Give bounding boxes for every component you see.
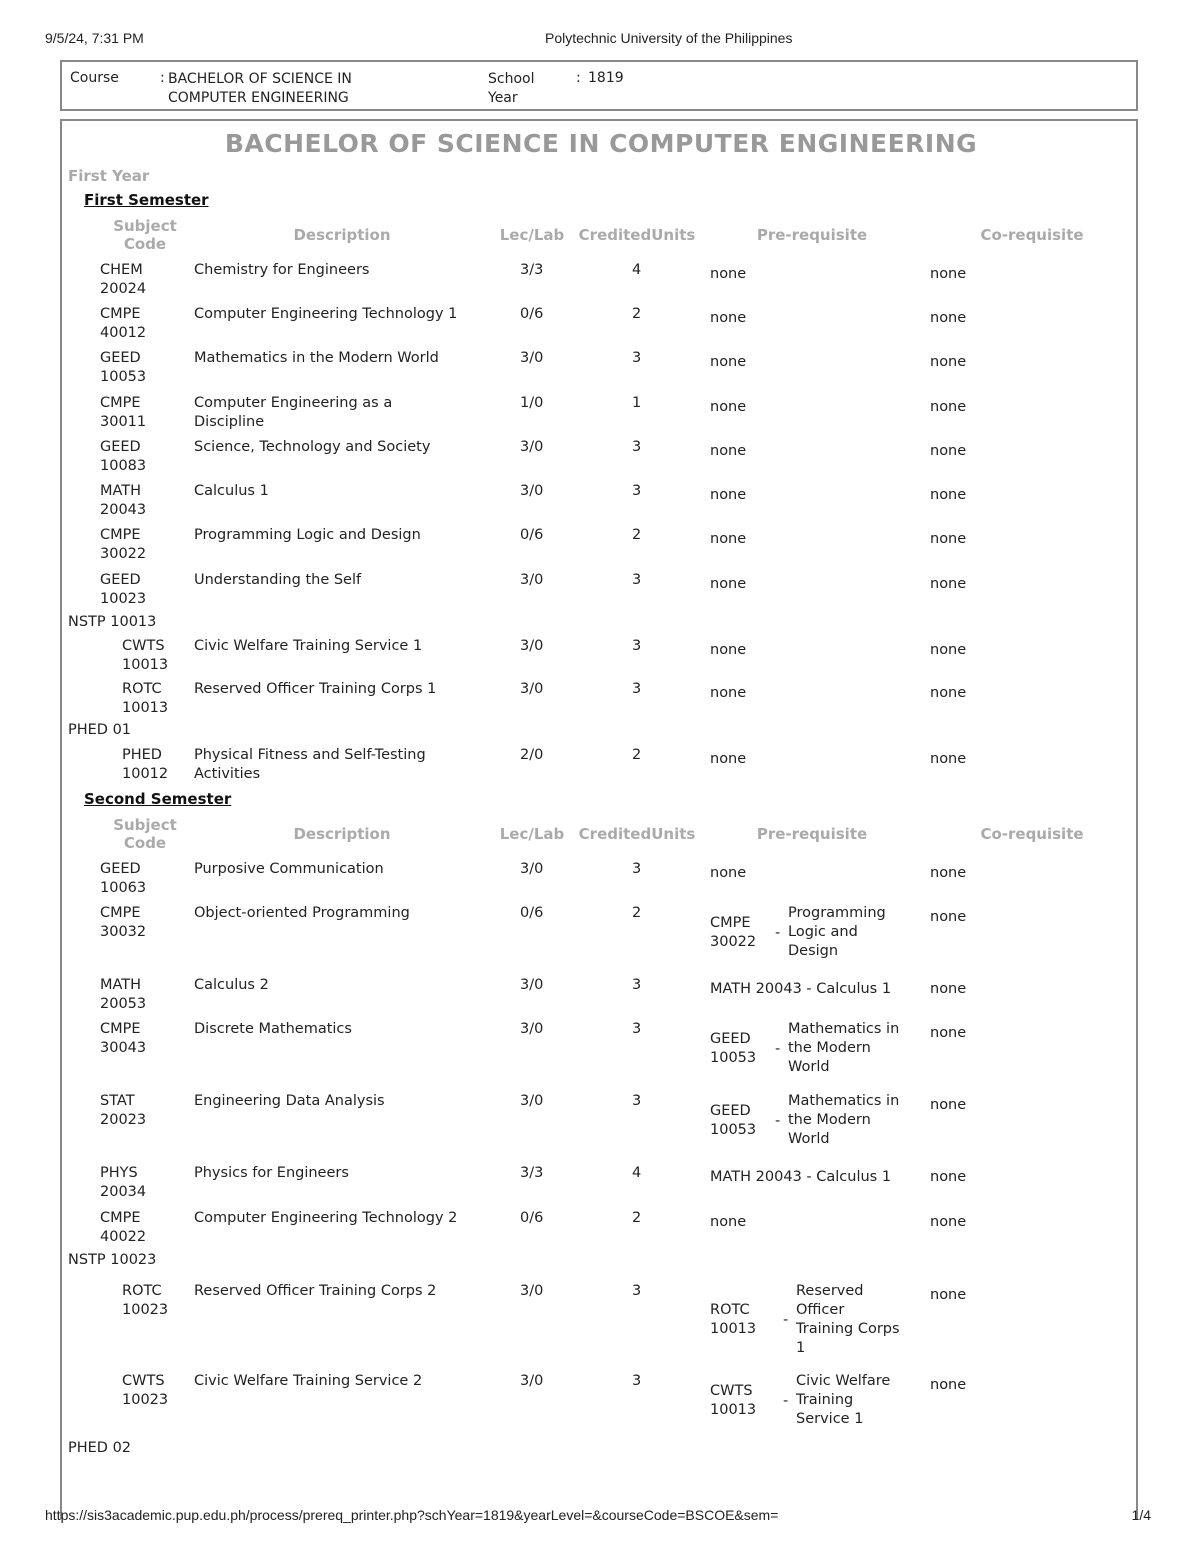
prerequisite: none [710,531,747,547]
subject-code-number: 30043 [100,1040,147,1056]
prerequisite-name-line3: World [788,1059,830,1075]
lec-lab-hours: 3/0 [520,483,544,499]
prerequisite-name-line1: Mathematics in [788,1021,900,1037]
corequisite: none [930,1025,967,1041]
lec-lab-hours: 1/0 [520,395,544,411]
prerequisite: none [710,576,747,592]
subject-code-number: 30011 [100,414,147,430]
subject-code-number: 10023 [122,1302,169,1318]
subject-description: Reserved Officer Training Corps 1 [194,681,437,697]
course-value-line2: COMPUTER ENGINEERING [168,90,349,106]
subject-code: CWTS [122,638,165,654]
subject-code: PHED [122,747,162,763]
prerequisite-code-number: 10053 [710,1121,757,1138]
corequisite: none [930,399,967,415]
subject-code-number: 10023 [122,1392,169,1408]
lec-lab-hours: 3/3 [520,1165,544,1181]
credited-units: 2 [632,1210,642,1226]
prerequisite-code-number: 10013 [710,1401,757,1418]
prerequisite-name-line3: World [788,1131,830,1147]
header-subject-code-line1: Subject [113,816,177,834]
subject-description: Understanding the Self [194,572,362,588]
header-description: Description [293,825,391,843]
subject-description: Programming Logic and Design [194,527,421,543]
prerequisite: none [710,399,747,415]
corequisite: none [930,751,967,767]
phed-group-label: PHED 02 [68,1440,132,1456]
lec-lab-hours: 2/0 [520,747,544,763]
lec-lab-hours: 0/6 [520,527,544,543]
subject-code: CMPE [100,395,141,411]
prerequisite-name-line4: 1 [796,1340,806,1356]
lec-lab-hours: 3/0 [520,1373,544,1389]
corequisite: none [930,1287,967,1303]
prerequisite-name-line2: Logic and [788,924,858,940]
school-year-label-line2: Year [488,90,518,106]
second-semester-title: Second Semester [84,790,232,808]
header-subject-code-line1: Subject [113,217,177,235]
nstp-group-label: NSTP 10023 [68,1252,157,1268]
lec-lab-hours: 3/0 [520,1283,544,1299]
prerequisite-code: GEED [710,1030,751,1047]
subject-description-cont: Activities [194,766,261,782]
prerequisite: MATH 20043 - Calculus 1 [710,1169,892,1185]
lec-lab-hours: 3/0 [520,861,544,877]
subject-description: Calculus 1 [194,483,269,499]
subject-code: GEED [100,572,141,588]
subject-description: Mathematics in the Modern World [194,350,439,366]
corequisite: none [930,642,967,658]
subject-description: Computer Engineering Technology 2 [194,1210,458,1226]
prerequisite-dash: - [783,1392,789,1409]
lec-lab-hours: 3/0 [520,1021,544,1037]
corequisite: none [930,909,967,925]
prerequisite-name-line2: the Modern [788,1040,871,1056]
corequisite: none [930,354,967,370]
subject-code: ROTC [122,1283,162,1299]
prerequisite-name-line1: Civic Welfare [796,1373,891,1389]
prerequisite: none [710,487,747,503]
prerequisite-name-line2: the Modern [788,1112,871,1128]
subject-code: CHEM [100,262,143,278]
prerequisite-code: GEED [710,1102,751,1119]
print-header [45,30,1155,48]
subject-code-number: 10012 [122,766,169,782]
page-number: 1/4 [1131,1507,1151,1523]
lec-lab-hours: 3/0 [520,977,544,993]
program-title: BACHELOR OF SCIENCE IN COMPUTER ENGINEERING [224,129,978,158]
credited-units: 3 [632,572,642,588]
credited-units: 3 [632,1021,642,1037]
credited-units: 3 [632,439,642,455]
year-level-label: First Year [68,167,150,185]
subject-code-number: 10083 [100,458,147,474]
lec-lab-hours: 0/6 [520,306,544,322]
course-value-line1: BACHELOR OF SCIENCE IN [168,71,352,87]
header-subject-code-line2: Code [123,235,167,253]
curriculum-box [60,119,1138,1519]
credited-units: 3 [632,1373,642,1389]
course-info-box [60,60,1138,111]
corequisite: none [930,266,967,282]
lec-lab-hours: 3/0 [520,638,544,654]
prerequisite: none [710,642,747,658]
print-site-title: Polytechnic University of the Philippines [545,30,793,46]
header-corequisite: Co-requisite [980,825,1084,843]
corequisite: none [930,1169,967,1185]
prerequisite-code: CWTS [710,1382,753,1399]
subject-code: GEED [100,439,141,455]
subject-code-number: 10013 [122,657,169,673]
subject-code: PHYS [100,1165,138,1181]
subject-description: Physical Fitness and Self-Testing [194,747,426,763]
prerequisite: none [710,751,747,767]
prerequisite: none [710,443,747,459]
credited-units: 3 [632,483,642,499]
subject-code: CMPE [100,1021,141,1037]
subject-description: Science, Technology and Society [194,439,431,455]
lec-lab-hours: 3/3 [520,262,544,278]
prerequisite-name-line3: Training Corps [796,1321,900,1337]
prerequisite-dash: - [775,1040,781,1057]
subject-code: CMPE [100,905,141,921]
prerequisite: none [710,685,747,701]
print-url: https://sis3academic.pup.edu.ph/process/prereq_printer.php?schYear=1819&yearLevel=&courseCode=BSCOE&sem= [45,1507,779,1523]
course-colon: : [160,70,165,86]
subject-code-number: 10063 [100,880,147,896]
subject-code-number: 10023 [100,591,147,607]
phed-group-label: PHED 01 [68,722,132,738]
corequisite: none [930,865,967,881]
subject-description: Engineering Data Analysis [194,1093,385,1109]
lec-lab-hours: 3/0 [520,439,544,455]
prerequisite: none [710,266,747,282]
school-year-value: 1819 [588,70,624,86]
prerequisite-name-line3: Service 1 [796,1411,864,1427]
subject-code: CMPE [100,1210,141,1226]
subject-description: Object-oriented Programming [194,905,410,921]
corequisite: none [930,531,967,547]
subject-code-number: 10013 [122,700,169,716]
prerequisite-name-line1: Programming [788,905,886,921]
prerequisite-dash: - [775,924,781,941]
subject-code-number: 20053 [100,996,147,1012]
header-subject-code-line2: Code [123,834,167,852]
credited-units: 3 [632,350,642,366]
lec-lab-hours: 3/0 [520,572,544,588]
header-prerequisite: Pre-requisite [756,825,868,843]
header-credited-units: CreditedUnits [578,226,696,244]
corequisite: none [930,1097,967,1113]
corequisite: none [930,981,967,997]
subject-code: CMPE [100,527,141,543]
subject-code: GEED [100,350,141,366]
credited-units: 4 [632,262,642,278]
print-date: 9/5/24, 7:31 PM [45,30,144,46]
lec-lab-hours: 3/0 [520,681,544,697]
subject-code: GEED [100,861,141,877]
subject-code-number: 20023 [100,1112,147,1128]
subject-description: Reserved Officer Training Corps 2 [194,1283,437,1299]
credited-units: 2 [632,747,642,763]
prerequisite: none [710,310,747,326]
subject-code: STAT [100,1093,135,1109]
subject-code-number: 20043 [100,502,147,518]
header-credited-units: CreditedUnits [578,825,696,843]
subject-code-number: 10053 [100,369,147,385]
subject-description: Physics for Engineers [194,1165,349,1181]
subject-description: Computer Engineering as a [194,395,393,411]
school-year-colon: : [576,70,581,86]
corequisite: none [930,443,967,459]
corequisite: none [930,487,967,503]
subject-code: CMPE [100,306,141,322]
prerequisite-code-number: 10013 [710,1321,757,1337]
subject-code-number: 20034 [100,1184,147,1200]
header-lec-lab: Lec/Lab [499,825,565,843]
course-label: Course [70,70,119,86]
lec-lab-hours: 0/6 [520,1210,544,1226]
credited-units: 3 [632,638,642,654]
subject-description: Civic Welfare Training Service 2 [194,1373,423,1389]
subject-code-number: 40012 [100,325,147,341]
prerequisite-name-line3: Design [788,943,839,959]
subject-code-number: 20024 [100,281,147,297]
credited-units: 3 [632,861,642,877]
header-description: Description [293,226,391,244]
subject-code: ROTC [122,681,162,697]
subject-description: Calculus 2 [194,977,269,993]
header-lec-lab: Lec/Lab [499,226,565,244]
credited-units: 2 [632,905,642,921]
subject-code-number: 30022 [100,546,147,562]
subject-code: MATH [100,483,142,499]
school-year-label [488,70,548,108]
prerequisite-dash: - [775,1112,781,1129]
credited-units: 2 [632,527,642,543]
subject-description-cont: Discipline [194,414,265,430]
school-year-label-line1: School [488,71,535,87]
prerequisite-name-line2: Training [796,1392,854,1408]
subject-description: Chemistry for Engineers [194,262,370,278]
prerequisite: none [710,354,747,370]
subject-description: Computer Engineering Technology 1 [194,306,458,322]
corequisite: none [930,1377,967,1393]
lec-lab-hours: 3/0 [520,350,544,366]
course-value [168,70,428,108]
prerequisite-name-line2: Officer [796,1302,845,1318]
prerequisite-code: ROTC [710,1302,750,1318]
credited-units: 3 [632,1283,642,1299]
header-prerequisite: Pre-requisite [756,226,868,244]
subject-code: MATH [100,977,142,993]
credited-units: 3 [632,681,642,697]
prerequisite-dash: - [783,1312,789,1328]
lec-lab-hours: 3/0 [520,1093,544,1109]
prerequisite: none [710,865,747,881]
nstp-group-label: NSTP 10013 [68,614,157,630]
prerequisite-code: CMPE [710,914,751,931]
prerequisite-code-number: 30022 [710,933,757,950]
credited-units: 2 [632,306,642,322]
subject-description: Discrete Mathematics [194,1021,352,1037]
subject-code: CWTS [122,1373,165,1389]
subject-code-number: 40022 [100,1229,147,1245]
first-semester-title: First Semester [84,191,209,209]
prerequisite-name-line1: Mathematics in [788,1093,900,1109]
prerequisite-name-line1: Reserved [796,1283,864,1299]
prerequisite: none [710,1214,747,1230]
credited-units: 3 [632,1093,642,1109]
header-corequisite: Co-requisite [980,226,1084,244]
subject-description: Purposive Communication [194,861,384,877]
credited-units: 3 [632,977,642,993]
credited-units: 4 [632,1165,642,1181]
corequisite: none [930,576,967,592]
subject-description: Civic Welfare Training Service 1 [194,638,423,654]
lec-lab-hours: 0/6 [520,905,544,921]
corequisite: none [930,1214,967,1230]
subject-code-number: 30032 [100,924,147,940]
credited-units: 1 [632,395,642,411]
corequisite: none [930,685,967,701]
corequisite: none [930,310,967,326]
prerequisite-code-number: 10053 [710,1049,757,1066]
prerequisite: MATH 20043 - Calculus 1 [710,981,892,997]
